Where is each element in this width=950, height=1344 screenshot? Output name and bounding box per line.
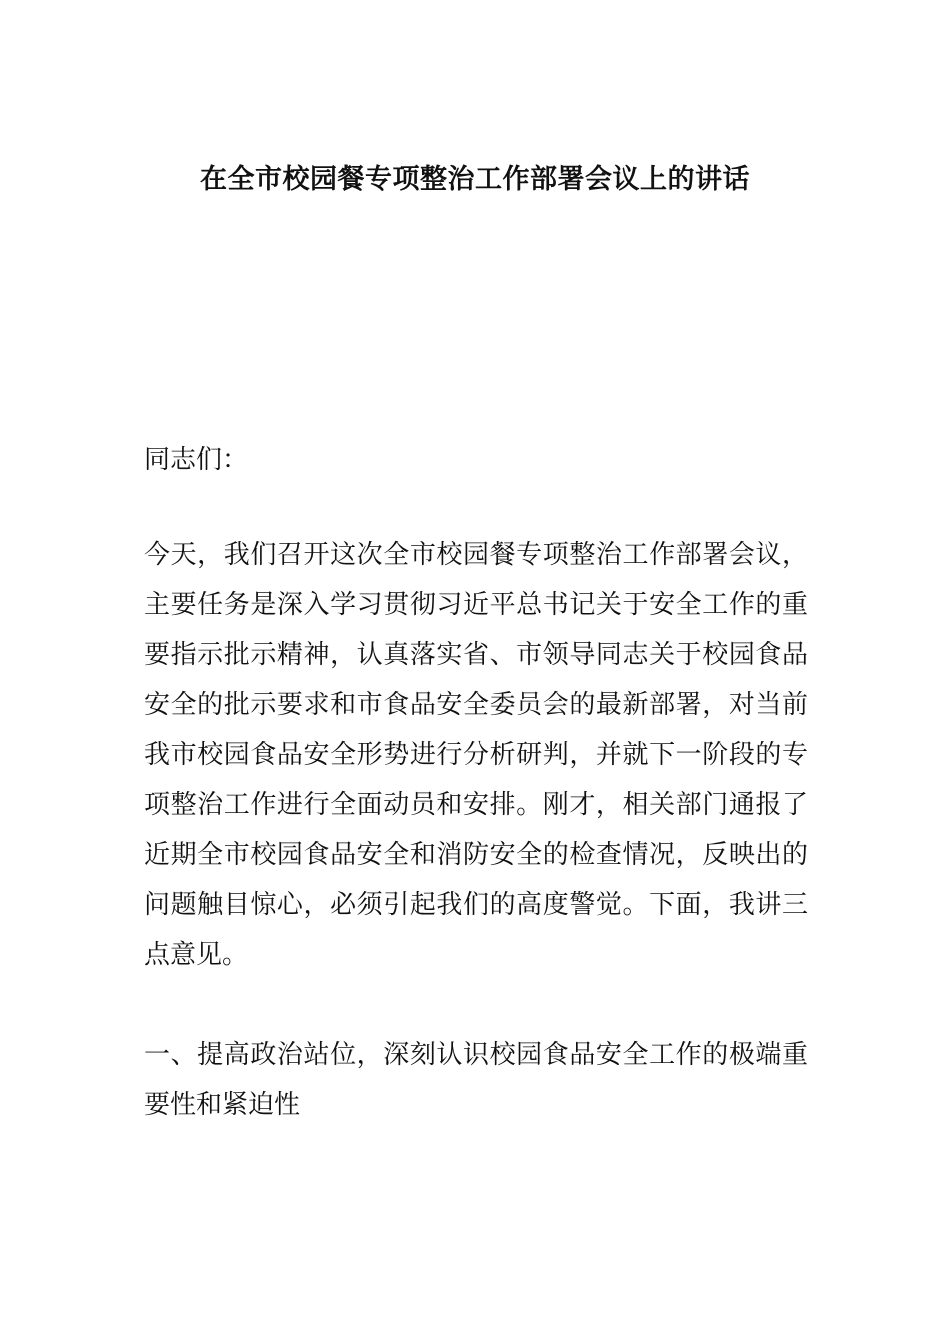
section-heading: 一、提高政治站位，深刻认识校园食品安全工作的极端重要性和紧迫性 bbox=[144, 1040, 808, 1120]
salutation: 同志们： bbox=[144, 445, 249, 475]
document-title: 在全市校园餐专项整治工作部署会议上的讲话 bbox=[200, 164, 750, 195]
body-paragraph: 今天，我们召开这次全市校园餐专项整治工作部署会议，主要任务是深入学习贯彻习近平总书记关于安全工作的重要指示批示精神，认真落实省、市领导同志关于校园食品安全的批示要求和市食品安全委员会的最新部署，对当前我市校园食品安全形势进行分析研判，并就下一阶段的专项整治工作进行全面动员和安排。刚才，相关部门通报了近期全市校园食品安全和消防安全的检查情况，反映出的问题触目惊心，必须引起我们的高度警觉。下面，我讲三点意见。 bbox=[144, 540, 808, 970]
